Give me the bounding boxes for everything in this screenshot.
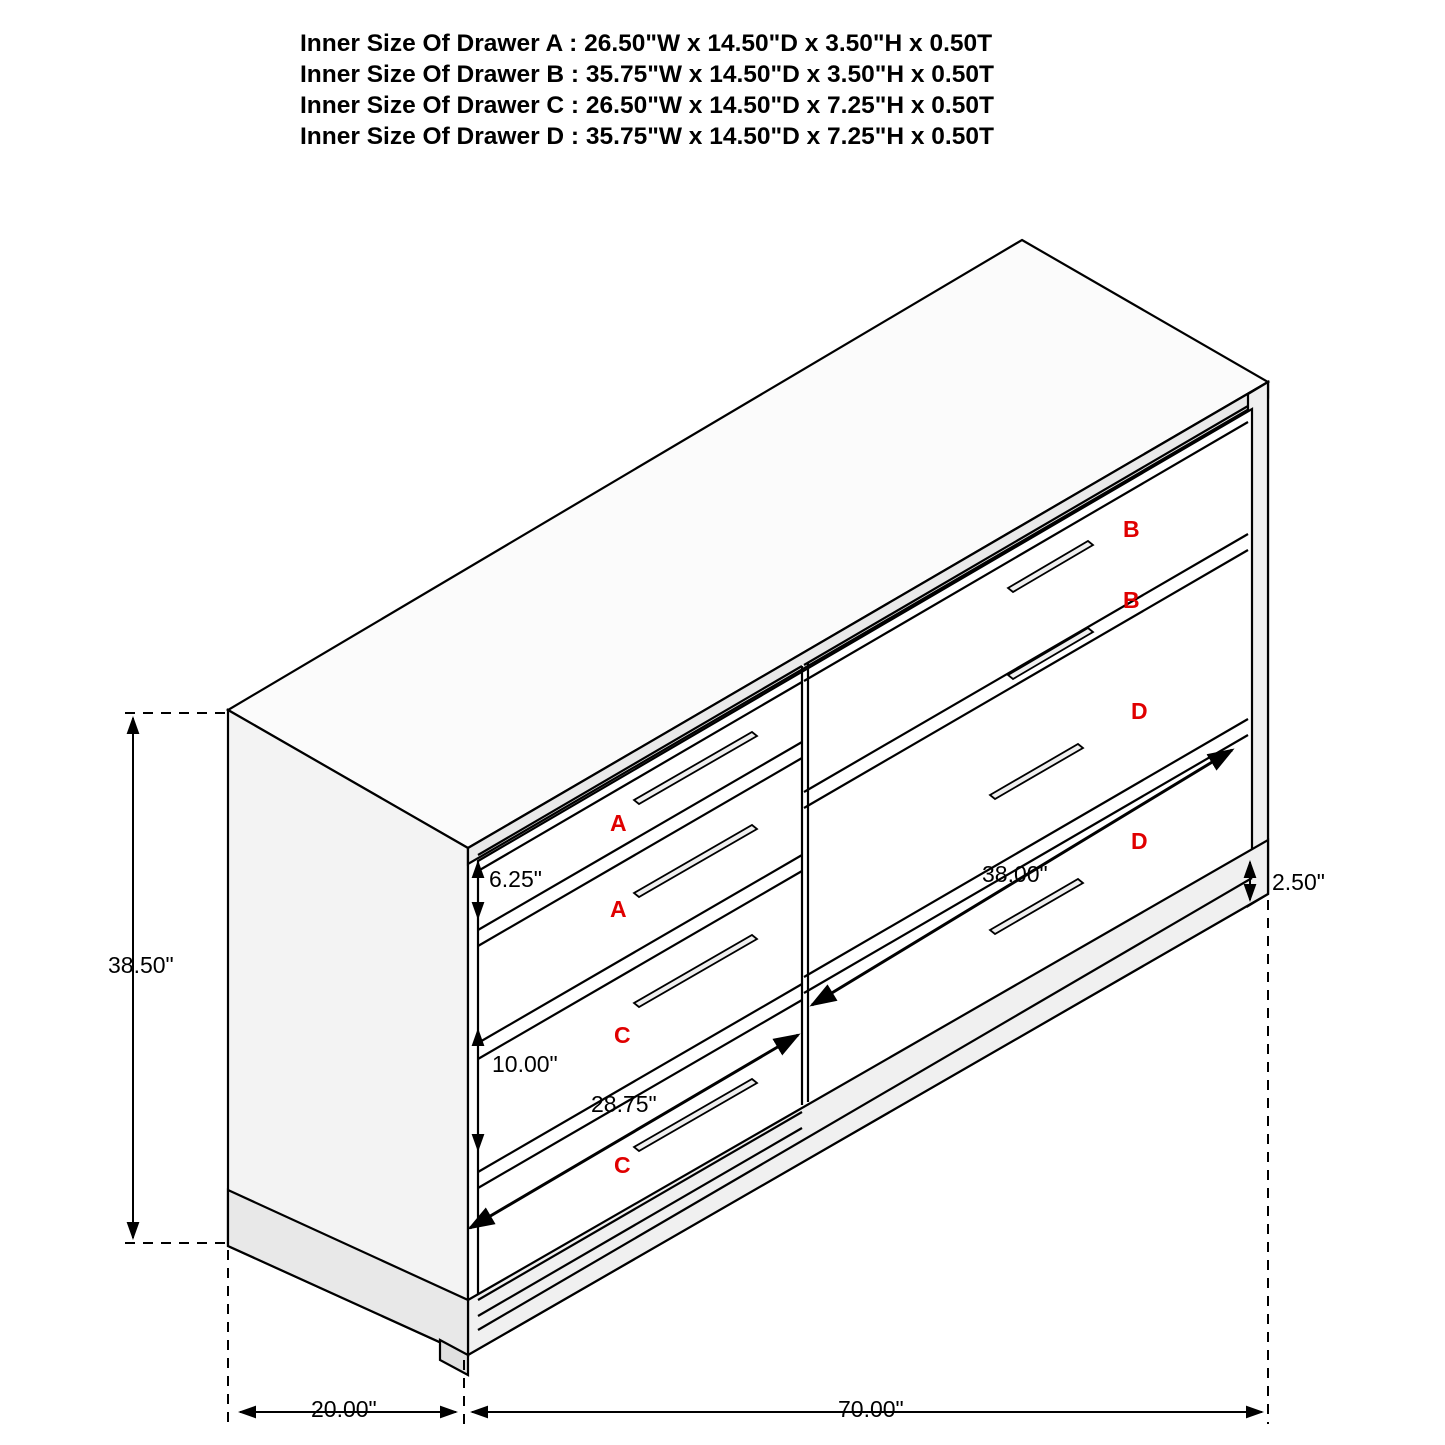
- spec-line-b: Inner Size Of Drawer B : 35.75"W x 14.50"D x 3.50"H x 0.50T: [300, 61, 994, 88]
- drawer-label-a-top: A: [610, 810, 627, 836]
- label-left-drawer-width: 28.75": [591, 1091, 657, 1117]
- label-total-height: 38.50": [108, 952, 174, 978]
- spec-line-d: Inner Size Of Drawer D : 35.75"W x 14.50"D x 7.25"H x 0.50T: [300, 123, 994, 150]
- label-width: 70.00": [838, 1396, 904, 1422]
- drawer-label-c-top: C: [614, 1022, 631, 1048]
- label-depth: 20.00": [311, 1396, 377, 1422]
- cabinet-body: [228, 240, 1268, 1375]
- label-base-height: 2.50": [1272, 869, 1325, 895]
- drawer-label-b-top: B: [1123, 516, 1140, 542]
- spec-line-c: Inner Size Of Drawer C : 26.50"W x 14.50"D x 7.25"H x 0.50T: [300, 92, 994, 119]
- spec-line-a: Inner Size Of Drawer A : 26.50"W x 14.50"D x 3.50"H x 0.50T: [300, 30, 993, 57]
- drawer-label-c-bottom: C: [614, 1152, 631, 1178]
- drawer-label-b-second: B: [1123, 587, 1140, 613]
- label-right-drawer-width: 38.00": [982, 861, 1048, 887]
- drawer-label-d-bottom: D: [1131, 828, 1148, 854]
- label-drawer-c-height: 10.00": [492, 1051, 558, 1077]
- label-drawer-a-height: 6.25": [489, 866, 542, 892]
- drawer-label-d-top: D: [1131, 698, 1148, 724]
- drawer-label-a-second: A: [610, 896, 627, 922]
